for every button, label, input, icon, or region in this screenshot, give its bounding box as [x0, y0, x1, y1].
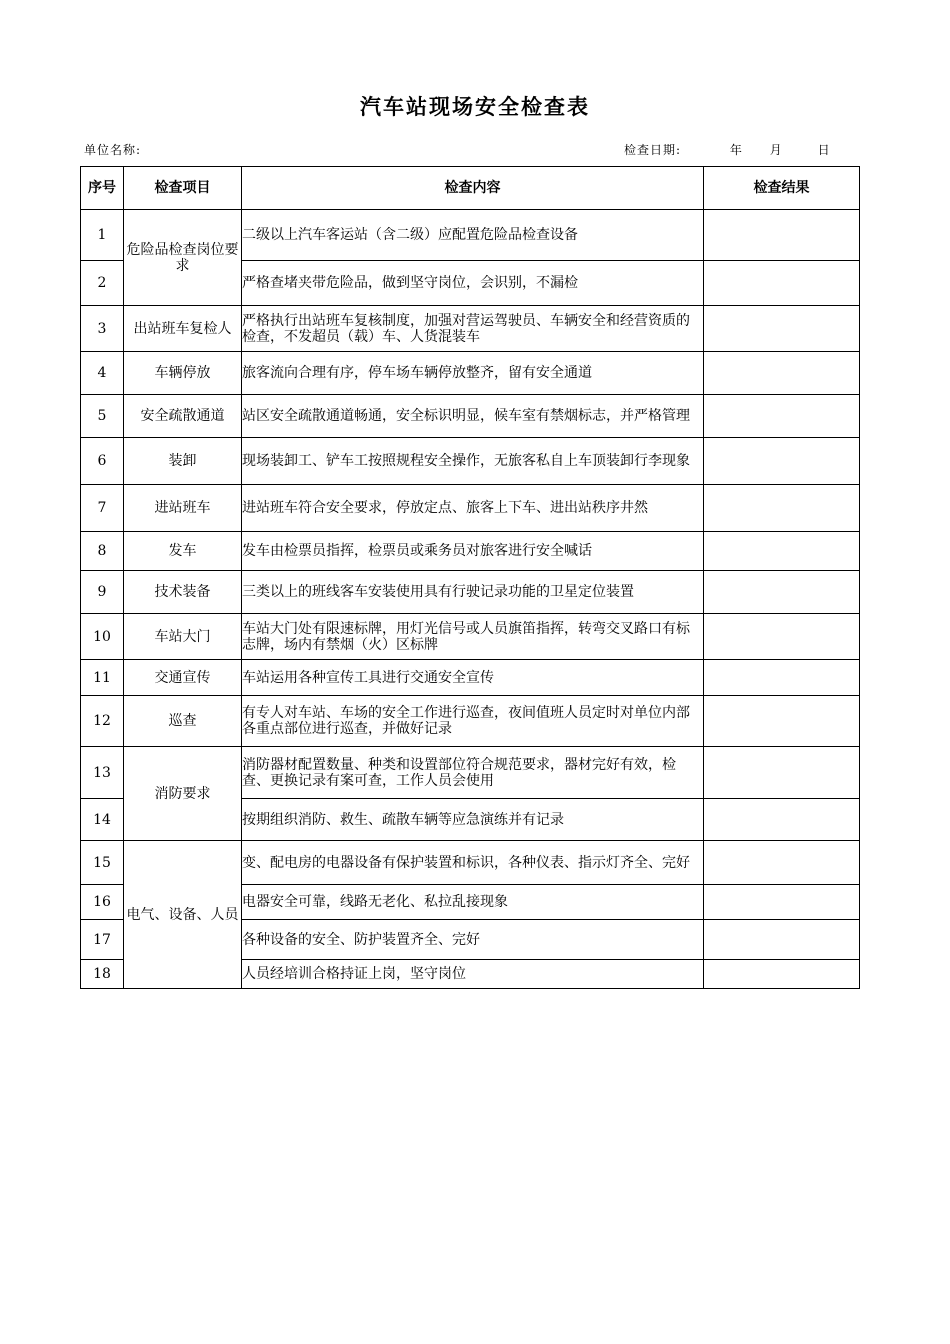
header-result: 检查结果 [704, 167, 860, 210]
row-content: 二级以上汽车客运站（含二级）应配置危险品检查设备 [242, 210, 704, 261]
item-electrical: 电气、设备、人员 [124, 841, 242, 989]
table-row [81, 306, 860, 352]
table-row [81, 352, 860, 395]
item-publicity: 交通宣传 [124, 660, 242, 696]
check-date-label: 检查日期: [624, 143, 682, 157]
header-content: 检查内容 [242, 167, 704, 210]
row-content: 现场装卸工、铲车工按照规程安全操作，无旅客私自上车顶装卸行李现象 [242, 438, 704, 485]
header-item: 检查项目 [124, 167, 242, 210]
result-cell[interactable] [704, 485, 860, 532]
row-number: 10 [81, 614, 124, 660]
date-day-label: 日 [817, 143, 831, 157]
result-cell[interactable] [704, 532, 860, 571]
item-gate: 车站大门 [124, 614, 242, 660]
result-cell[interactable] [704, 960, 860, 989]
row-content: 进站班车符合安全要求，停放定点、旅客上下车、进出站秩序井然 [242, 485, 704, 532]
page-title: 汽车站现场安全检查表 [360, 95, 590, 119]
result-cell[interactable] [704, 614, 860, 660]
row-content: 车站运用各种宣传工具进行交通安全宣传 [242, 660, 704, 696]
row-number: 16 [81, 885, 124, 920]
result-cell[interactable] [704, 306, 860, 352]
table-row [81, 395, 860, 438]
row-number: 5 [81, 395, 124, 438]
row-content: 站区安全疏散通道畅通，安全标识明显，候车室有禁烟标志，并严格管理 [242, 395, 704, 438]
row-content: 人员经培训合格持证上岗，坚守岗位 [242, 960, 704, 989]
item-recheck: 出站班车复检人 [124, 306, 242, 352]
row-content: 旅客流向合理有序，停车场车辆停放整齐，留有安全通道 [242, 352, 704, 395]
result-cell[interactable] [704, 438, 860, 485]
row-number: 2 [81, 261, 124, 306]
row-content: 车站大门处有限速标牌，用灯光信号或人员旗笛指挥，转弯交叉路口有标志牌，场内有禁烟（火）区标牌 [242, 614, 704, 660]
inspection-table [80, 166, 860, 989]
row-content: 消防器材配置数量、种类和设置部位符合规范要求，器材完好有效，检查、更换记录有案可查，工作人员会使用 [242, 747, 704, 799]
table-row [81, 438, 860, 485]
row-content: 发车由检票员指挥，检票员或乘务员对旅客进行安全喊话 [242, 532, 704, 571]
item-fire: 消防要求 [124, 747, 242, 841]
item-inbound: 进站班车 [124, 485, 242, 532]
row-number: 11 [81, 660, 124, 696]
table-header-row [81, 167, 860, 210]
result-cell[interactable] [704, 696, 860, 747]
result-cell[interactable] [704, 885, 860, 920]
row-content: 按期组织消防、救生、疏散车辆等应急演练并有记录 [242, 799, 704, 841]
result-cell[interactable] [704, 660, 860, 696]
table-row [81, 485, 860, 532]
item-dangerous-goods: 危险品检查岗位要求 [124, 210, 242, 306]
row-content: 三类以上的班线客车安装使用具有行驶记录功能的卫星定位装置 [242, 571, 704, 614]
row-number: 6 [81, 438, 124, 485]
row-number: 9 [81, 571, 124, 614]
row-content: 严格查堵夹带危险品，做到坚守岗位，会识别，不漏检 [242, 261, 704, 306]
item-equipment: 技术装备 [124, 571, 242, 614]
row-number: 4 [81, 352, 124, 395]
row-number: 15 [81, 841, 124, 885]
result-cell[interactable] [704, 841, 860, 885]
unit-name-label: 单位名称: [84, 143, 142, 157]
item-evacuation: 安全疏散通道 [124, 395, 242, 438]
row-number: 12 [81, 696, 124, 747]
item-parking: 车辆停放 [124, 352, 242, 395]
table-row [81, 210, 860, 261]
table-row [81, 571, 860, 614]
item-loading: 装卸 [124, 438, 242, 485]
result-cell[interactable] [704, 747, 860, 799]
check-date [624, 141, 831, 158]
item-departure: 发车 [124, 532, 242, 571]
table-row [81, 841, 860, 885]
result-cell[interactable] [704, 395, 860, 438]
table-row [81, 747, 860, 799]
row-content: 电器安全可靠，线路无老化、私拉乱接现象 [242, 885, 704, 920]
result-cell[interactable] [704, 352, 860, 395]
row-number: 13 [81, 747, 124, 799]
row-number: 1 [81, 210, 124, 261]
row-number: 17 [81, 920, 124, 960]
row-number: 18 [81, 960, 124, 989]
table-row [81, 614, 860, 660]
result-cell[interactable] [704, 261, 860, 306]
table-row [81, 660, 860, 696]
table-row [81, 696, 860, 747]
row-content: 变、配电房的电器设备有保护装置和标识，各种仪表、指示灯齐全、完好 [242, 841, 704, 885]
row-number: 8 [81, 532, 124, 571]
table-row [81, 532, 860, 571]
item-patrol: 巡查 [124, 696, 242, 747]
row-number: 14 [81, 799, 124, 841]
result-cell[interactable] [704, 799, 860, 841]
result-cell[interactable] [704, 571, 860, 614]
header-no: 序号 [81, 167, 124, 210]
row-content: 严格执行出站班车复核制度，加强对营运驾驶员、车辆安全和经营资质的检查，不发超员（载）车、人货混装车 [242, 306, 704, 352]
date-year-label: 年 [729, 143, 743, 157]
row-content: 各种设备的安全、防护装置齐全、完好 [242, 920, 704, 960]
row-number: 3 [81, 306, 124, 352]
date-month-label: 月 [769, 143, 783, 157]
result-cell[interactable] [704, 920, 860, 960]
result-cell[interactable] [704, 210, 860, 261]
row-number: 7 [81, 485, 124, 532]
row-content: 有专人对车站、车场的安全工作进行巡查，夜间值班人员定时对单位内部各重点部位进行巡查，并做好记录 [242, 696, 704, 747]
